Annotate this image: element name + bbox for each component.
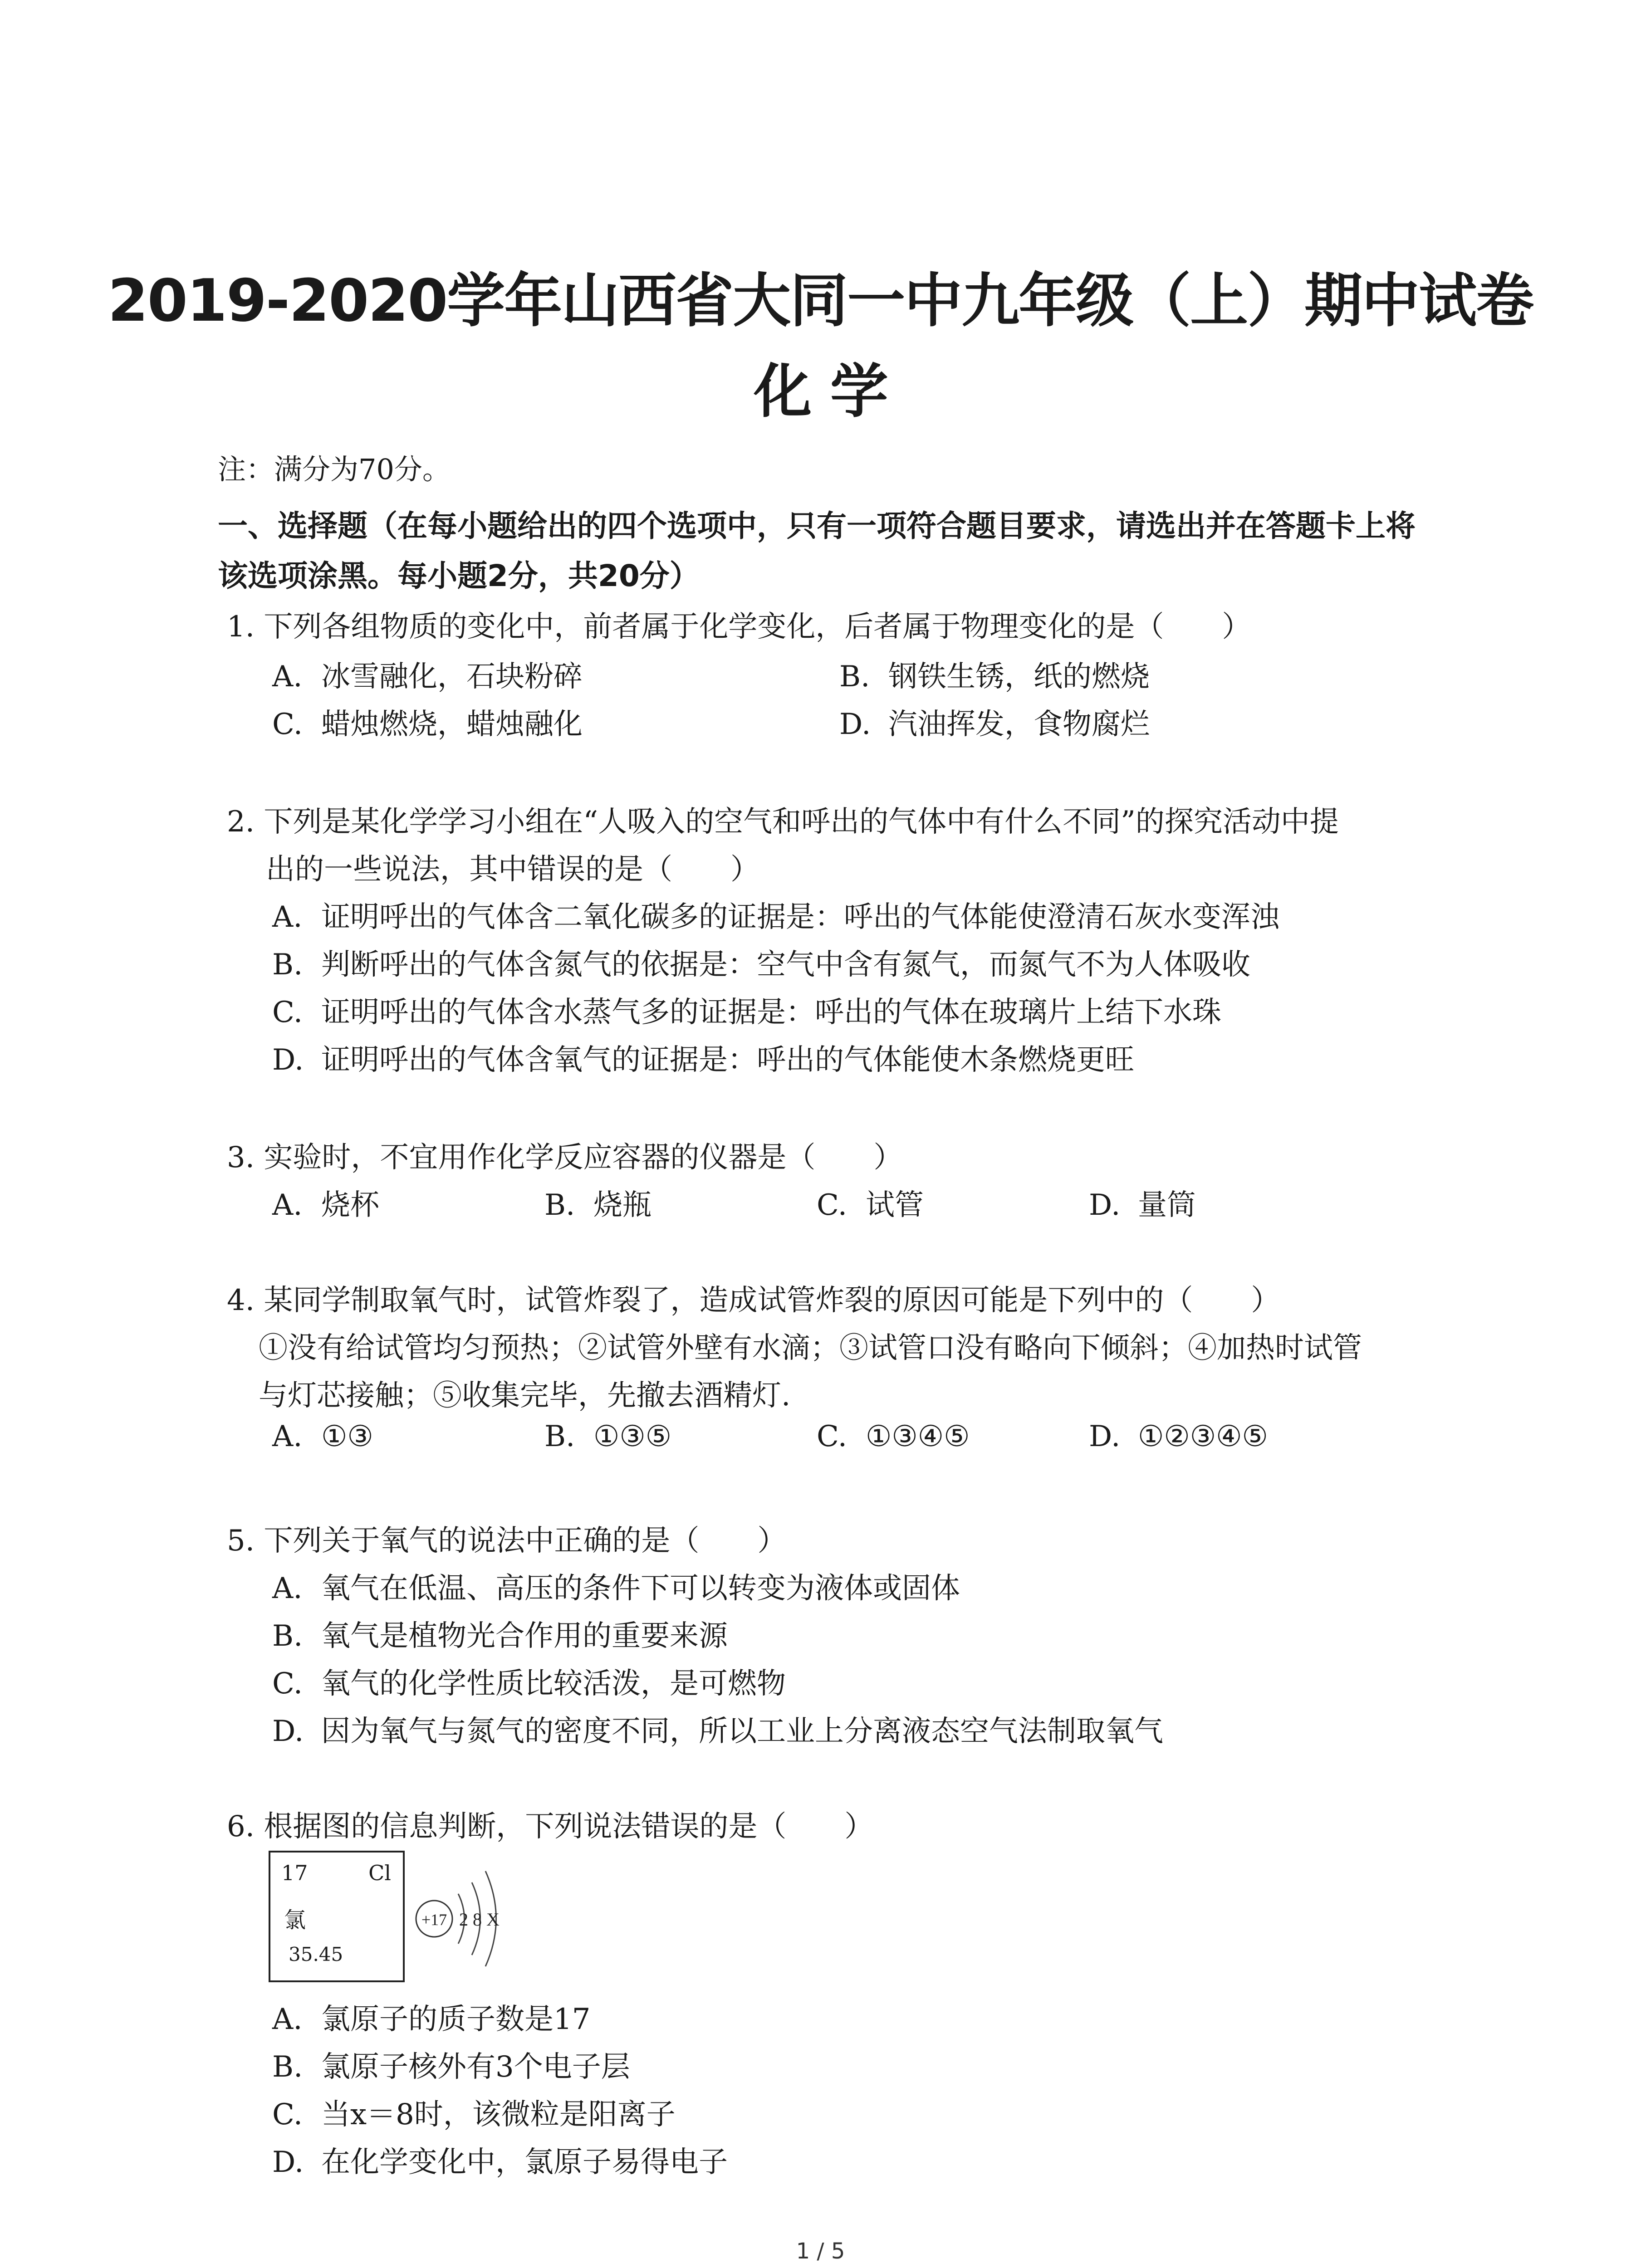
option-label: B. (272, 2050, 303, 2084)
question-5-option-d (272, 1708, 1163, 1750)
option-text: 在化学变化中，氯原子易得电子 (321, 2146, 728, 2179)
atomic-mass: 35.45 (289, 1943, 343, 1965)
option-text: 氧气在低温、高压的条件下可以转变为液体或固体 (321, 1572, 960, 1605)
question-4-detail-cont: 与灯芯接触；⑤收集完毕，先撤去酒精灯. (259, 1379, 791, 1413)
option-text: 判断呼出的气体含氮气的依据是：空气中含有氮气，而氮气不为人体吸收 (321, 948, 1250, 982)
question-6-option-b (272, 2043, 630, 2085)
option-text: 蜡烛燃烧，蜡烛融化 (321, 708, 583, 741)
exam-title: 2019-2020学年山西省大同一中九年级（上）期中试卷 (108, 267, 1533, 335)
question-6-option-d (272, 2139, 728, 2180)
question-5-option-b (272, 1613, 728, 1654)
subject-title: 化 学 (754, 358, 887, 425)
option-label: D. (839, 708, 871, 741)
question-3-stem: 3. 实验时，不宜用作化学反应容器的仪器是（ ） (227, 1141, 903, 1174)
option-text: 试管 (866, 1188, 924, 1222)
question-1-stem: 1. 下列各组物质的变化中，前者属于化学变化，后者属于物理变化的是（ ） (227, 610, 1251, 644)
option-text: 烧杯 (321, 1188, 379, 1222)
question-4-option-c (817, 1420, 970, 1453)
question-1-option-a (272, 653, 583, 695)
nucleus-charge: +17 (421, 1911, 447, 1929)
option-label: C. (272, 996, 303, 1029)
option-label: B. (544, 1420, 575, 1453)
question-6-option-a (272, 1996, 590, 2038)
question-4-option-d (1089, 1420, 1268, 1453)
option-text: 证明呼出的气体含氧气的证据是：呼出的气体能使木条燃烧更旺 (321, 1043, 1134, 1077)
option-text: ①③ (321, 1420, 373, 1453)
option-label: B. (272, 948, 303, 982)
option-text: 氯原子的质子数是17 (321, 2003, 591, 2036)
option-label: D. (1089, 1188, 1121, 1222)
question-3-option-c (817, 1182, 924, 1223)
option-label: A. (272, 900, 303, 934)
option-text: 量筒 (1138, 1188, 1196, 1222)
question-4-detail: ①没有给试管均匀预热；②试管外壁有水滴；③试管口没有略向下倾斜；④加热时试管 (259, 1331, 1362, 1365)
option-text: 证明呼出的气体含二氧化碳多的证据是：呼出的气体能使澄清石灰水变浑浊 (321, 900, 1279, 934)
question-5-option-a (272, 1565, 960, 1607)
question-2-stem-cont: 出的一些说法，其中错误的是（ ） (266, 853, 759, 886)
option-text: ①③⑤ (593, 1420, 672, 1453)
option-label: B. (544, 1188, 575, 1222)
option-label: A. (272, 1420, 303, 1453)
option-text: 氧气是植物光合作用的重要来源 (321, 1619, 728, 1653)
question-5-option-c (272, 1660, 786, 1702)
question-4-option-a (272, 1420, 373, 1453)
option-label: A. (272, 660, 303, 694)
option-label: B. (839, 660, 870, 694)
option-label: D. (272, 1043, 304, 1077)
question-5-stem: 5. 下列关于氧气的说法中正确的是（ ） (227, 1524, 787, 1558)
score-note: 注：满分为70分。 (218, 453, 451, 486)
option-label: C. (272, 708, 303, 741)
atomic-number: 17 (281, 1861, 308, 1885)
question-2-option-d (272, 1036, 1134, 1078)
option-text: 烧瓶 (593, 1188, 652, 1222)
option-label: B. (272, 1619, 303, 1653)
option-label: C. (817, 1420, 847, 1453)
section-heading-line: 该选项涂黑。每小题2分，共20分） (218, 558, 700, 593)
option-text: 因为氧气与氮气的密度不同，所以工业上分离液态空气法制取氧气 (321, 1715, 1163, 1748)
option-text: 汽油挥发，食物腐烂 (888, 708, 1150, 741)
question-1-option-d (839, 701, 1150, 743)
option-text: 冰雪融化，石块粉碎 (321, 660, 583, 694)
option-text: ①②③④⑤ (1138, 1420, 1268, 1453)
question-1-option-b (839, 653, 1150, 695)
option-label: C. (272, 1667, 303, 1701)
option-label: A. (272, 1188, 303, 1222)
option-label: D. (272, 2146, 304, 2179)
periodic-table-cell (269, 1851, 405, 1982)
question-1-option-c (272, 701, 583, 743)
chlorine-figure (269, 1851, 523, 1987)
option-text: 钢铁生锈，纸的燃烧 (888, 660, 1150, 694)
option-label: C. (272, 2098, 303, 2131)
option-label: A. (272, 1572, 303, 1605)
option-text: ①③④⑤ (866, 1420, 970, 1453)
question-2-option-c (272, 989, 1221, 1031)
atomic-structure-diagram (414, 1851, 523, 1987)
question-2-option-a (272, 894, 1279, 935)
option-text: 氧气的化学性质比较活泼，是可燃物 (321, 1667, 786, 1701)
question-6-option-c (272, 2091, 676, 2133)
element-symbol: Cl (368, 1861, 391, 1885)
option-label: C. (817, 1188, 847, 1222)
electron-shells: 2 8 X (459, 1909, 500, 1930)
question-4-option-b (544, 1420, 671, 1453)
question-4-stem: 4. 某同学制取氧气时，试管炸裂了，造成试管炸裂的原因可能是下列中的（ ） (227, 1284, 1280, 1317)
page-number: 1 / 5 (796, 2239, 845, 2264)
question-3-option-d (1089, 1182, 1196, 1223)
question-6-stem: 6. 根据图的信息判断，下列说法错误的是（ ） (227, 1810, 874, 1843)
question-3-option-b (544, 1182, 652, 1223)
option-label: D. (272, 1715, 304, 1748)
option-text: 当x＝8时，该微粒是阳离子 (321, 2098, 676, 2131)
section-heading (218, 501, 1488, 601)
section-heading-line: 一、选择题（在每小题给出的四个选项中，只有一项符合题目要求，请选出并在答题卡上将 (218, 508, 1416, 543)
option-label: D. (1089, 1420, 1121, 1453)
question-2-stem: 2. 下列是某化学学习小组在“人吸入的空气和呼出的气体中有什么不同”的探究活动中提 (227, 805, 1339, 839)
option-text: 氯原子核外有3个电子层 (321, 2050, 630, 2084)
option-text: 证明呼出的气体含水蒸气多的证据是：呼出的气体在玻璃片上结下水珠 (321, 996, 1221, 1029)
question-2-option-b (272, 941, 1250, 983)
option-label: A. (272, 2003, 303, 2036)
question-3-option-a (272, 1182, 379, 1223)
element-name: 氯 (284, 1907, 306, 1933)
